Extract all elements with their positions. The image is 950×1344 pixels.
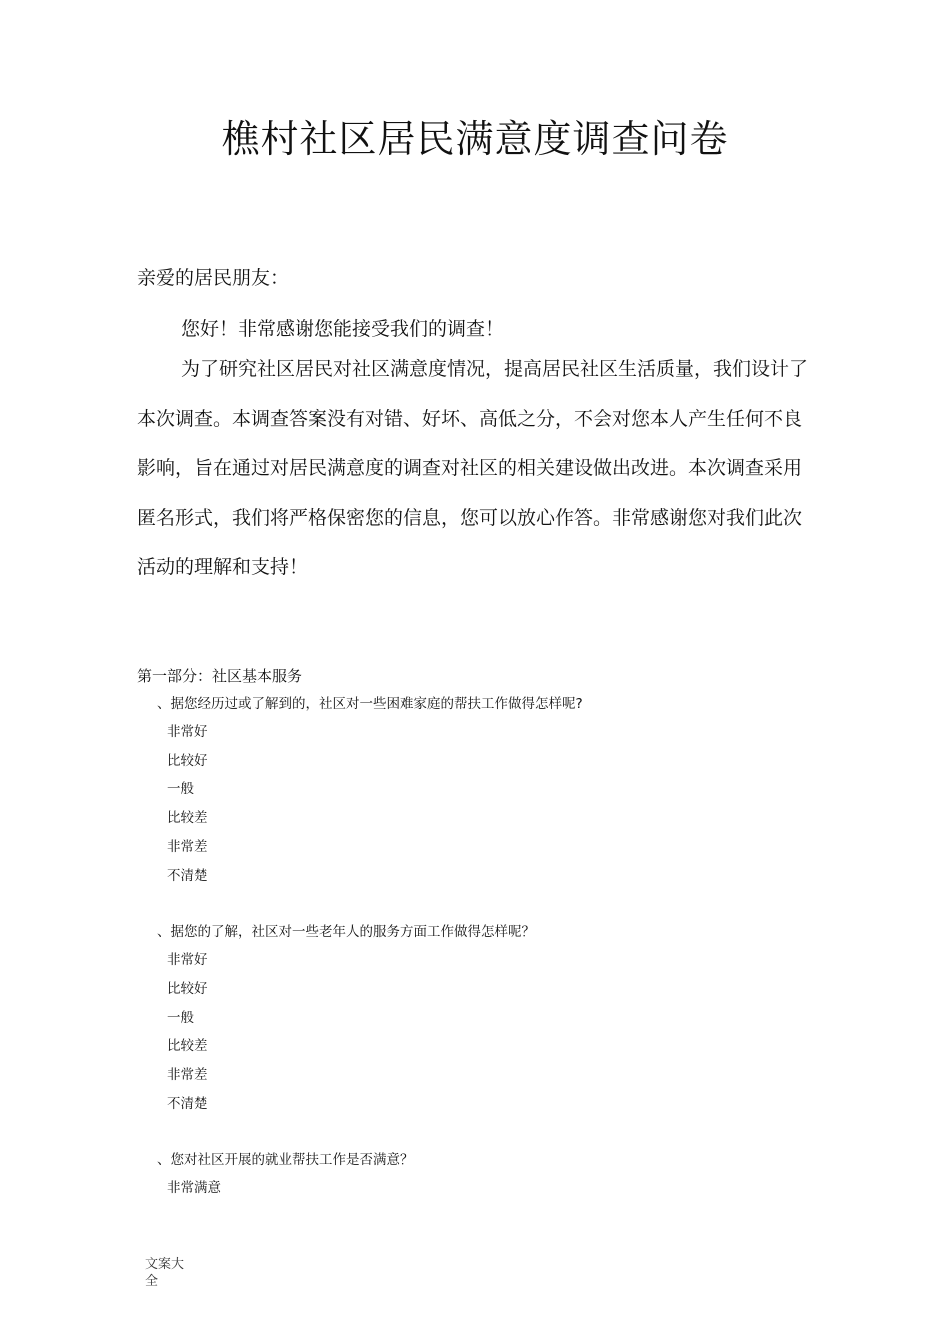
section-basic-services [137, 662, 837, 1203]
option: 一般 [167, 1009, 194, 1026]
question-2: 、据您的了解，社区对一些老年人的服务方面工作做得怎样呢？ [157, 924, 535, 941]
salutation: 亲爱的居民朋友： [137, 267, 290, 289]
option: 非常好 [167, 724, 208, 740]
intro-paragraph: 为了研究社区居民对社区满意度情况，提高居民社区生活质量，我们设计了本次调查。本调查答案没有对错、好坏、高低之分，不会对您本人产生任何不良影响，旨在通过对居民满意度的调查对社区的相关建设做出改进。本次调查采用匿名形式，我们将严格保密您的信息，您可以放心作答。非常感谢您对我们此次活动的理解和支持！ [137, 358, 809, 578]
option: 非常差 [167, 838, 208, 855]
intro-letter [137, 262, 817, 593]
section-heading: 第一部分：社区基本服务 [137, 667, 303, 685]
option: 非常满意 [167, 1180, 221, 1197]
question-3: 、您对社区开展的就业帮扶工作是否满意？ [157, 1152, 414, 1169]
option: 非常差 [167, 1067, 208, 1084]
option: 不清楚 [167, 1095, 208, 1112]
option: 不清楚 [167, 867, 208, 884]
option: 比较差 [167, 1038, 208, 1055]
question-3-options [137, 1174, 837, 1203]
question-1-options [137, 718, 837, 890]
option: 比较差 [167, 810, 208, 827]
spacer [137, 890, 837, 918]
document-title: 樵村社区居民满意度调查问卷 [221, 117, 729, 161]
question-1: 、据您经历过或了解到的，社区对一些困难家庭的帮扶工作做得怎样呢? [157, 696, 583, 712]
option: 非常好 [167, 952, 208, 969]
option: 比较好 [167, 752, 208, 769]
option: 一般 [167, 781, 194, 798]
page-footer: 文案大全 [145, 1257, 185, 1289]
question-2-options [137, 946, 837, 1118]
option: 比较好 [167, 980, 208, 997]
spacer [137, 1118, 837, 1146]
greeting-paragraph: 您好！非常感谢您能接受我们的调查！ [181, 318, 505, 340]
